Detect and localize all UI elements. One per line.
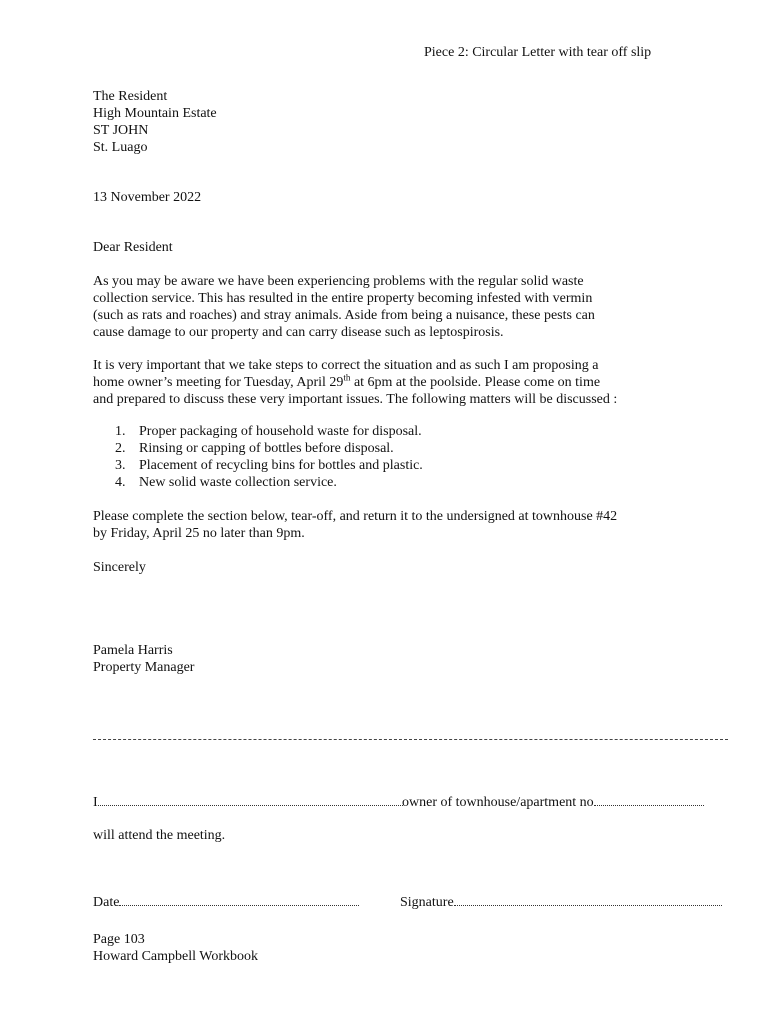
list-item	[93, 440, 693, 457]
slip-attend-text: will attend the meeting.	[93, 828, 226, 843]
list-text: Rinsing or capping of bottles before disposal.	[139, 441, 394, 456]
meeting-date-text: home owner’s meeting for Tuesday, April 29	[93, 375, 344, 390]
signatory-title: Property Manager	[93, 660, 195, 675]
paragraph-line: collection service. This has resulted in the entire property becoming infested with vermin	[93, 291, 593, 306]
list-number: 3.	[115, 458, 126, 473]
tear-off-line	[93, 739, 728, 740]
list-text: Proper packaging of household waste for disposal.	[139, 424, 422, 439]
slip-signature-row	[400, 893, 722, 911]
slip-signature-label: Signature	[400, 895, 454, 910]
paragraph-problem	[93, 273, 693, 341]
recipient-address	[93, 88, 693, 156]
signature-blank-line[interactable]	[454, 893, 722, 906]
name-blank-line[interactable]	[98, 793, 403, 806]
paragraph-line: (such as rats and roaches) and stray animals. Aside from being a nuisance, these pests can	[93, 308, 595, 323]
slip-name-row	[93, 793, 403, 811]
paragraph-line: cause damage to our property and can carry disease such as leptospirosis.	[93, 325, 504, 340]
paragraph-meeting	[93, 357, 693, 408]
list-number: 2.	[115, 441, 126, 456]
meeting-time-text: at 6pm at the poolside. Please come on time	[350, 375, 601, 390]
closing: Sincerely	[93, 560, 146, 575]
paragraph-line: and prepared to discuss these very important issues. The following matters will be discussed :	[93, 392, 618, 407]
address-line: High Mountain Estate	[93, 106, 217, 121]
paragraph-line: by Friday, April 25 no later than 9pm.	[93, 526, 305, 541]
address-line: ST JOHN	[93, 123, 149, 138]
slip-owner-row	[402, 793, 704, 811]
slip-date-row	[93, 893, 359, 911]
ordinal-suffix: th	[343, 372, 351, 383]
signatory-name: Pamela Harris	[93, 643, 173, 658]
list-text: Placement of recycling bins for bottles and plastic.	[139, 458, 423, 473]
page-footer	[93, 931, 693, 965]
salutation: Dear Resident	[93, 240, 173, 255]
paragraph-instructions	[93, 508, 693, 542]
letter-date: 13 November 2022	[93, 190, 202, 205]
paragraph-line: Please complete the section below, tear-off, and return it to the undersigned at townhouse #42	[93, 509, 618, 524]
address-line: The Resident	[93, 89, 168, 104]
signatory	[93, 642, 693, 676]
list-item	[93, 474, 693, 491]
paragraph-line: As you may be aware we have been experiencing problems with the regular solid waste	[93, 274, 584, 289]
slip-i-label: I	[93, 795, 98, 810]
unit-number-blank-line[interactable]	[594, 793, 704, 806]
paragraph-line	[93, 374, 693, 391]
list-item	[93, 457, 693, 474]
paragraph-line: It is very important that we take steps to correct the situation and as such I am proposing a	[93, 358, 599, 373]
slip-owner-label: owner of townhouse/apartment no	[402, 795, 594, 810]
address-line: St. Luago	[93, 140, 148, 155]
date-blank-line[interactable]	[119, 893, 359, 906]
list-item	[93, 423, 693, 440]
piece-label: Piece 2: Circular Letter with tear off slip	[424, 45, 652, 60]
list-number: 4.	[115, 475, 126, 490]
workbook-title: Howard Campbell Workbook	[93, 949, 259, 964]
slip-date-label: Date	[93, 895, 120, 910]
list-text: New solid waste collection service.	[139, 475, 337, 490]
agenda-list	[93, 423, 693, 491]
page-number: Page 103	[93, 932, 145, 947]
list-number: 1.	[115, 424, 126, 439]
